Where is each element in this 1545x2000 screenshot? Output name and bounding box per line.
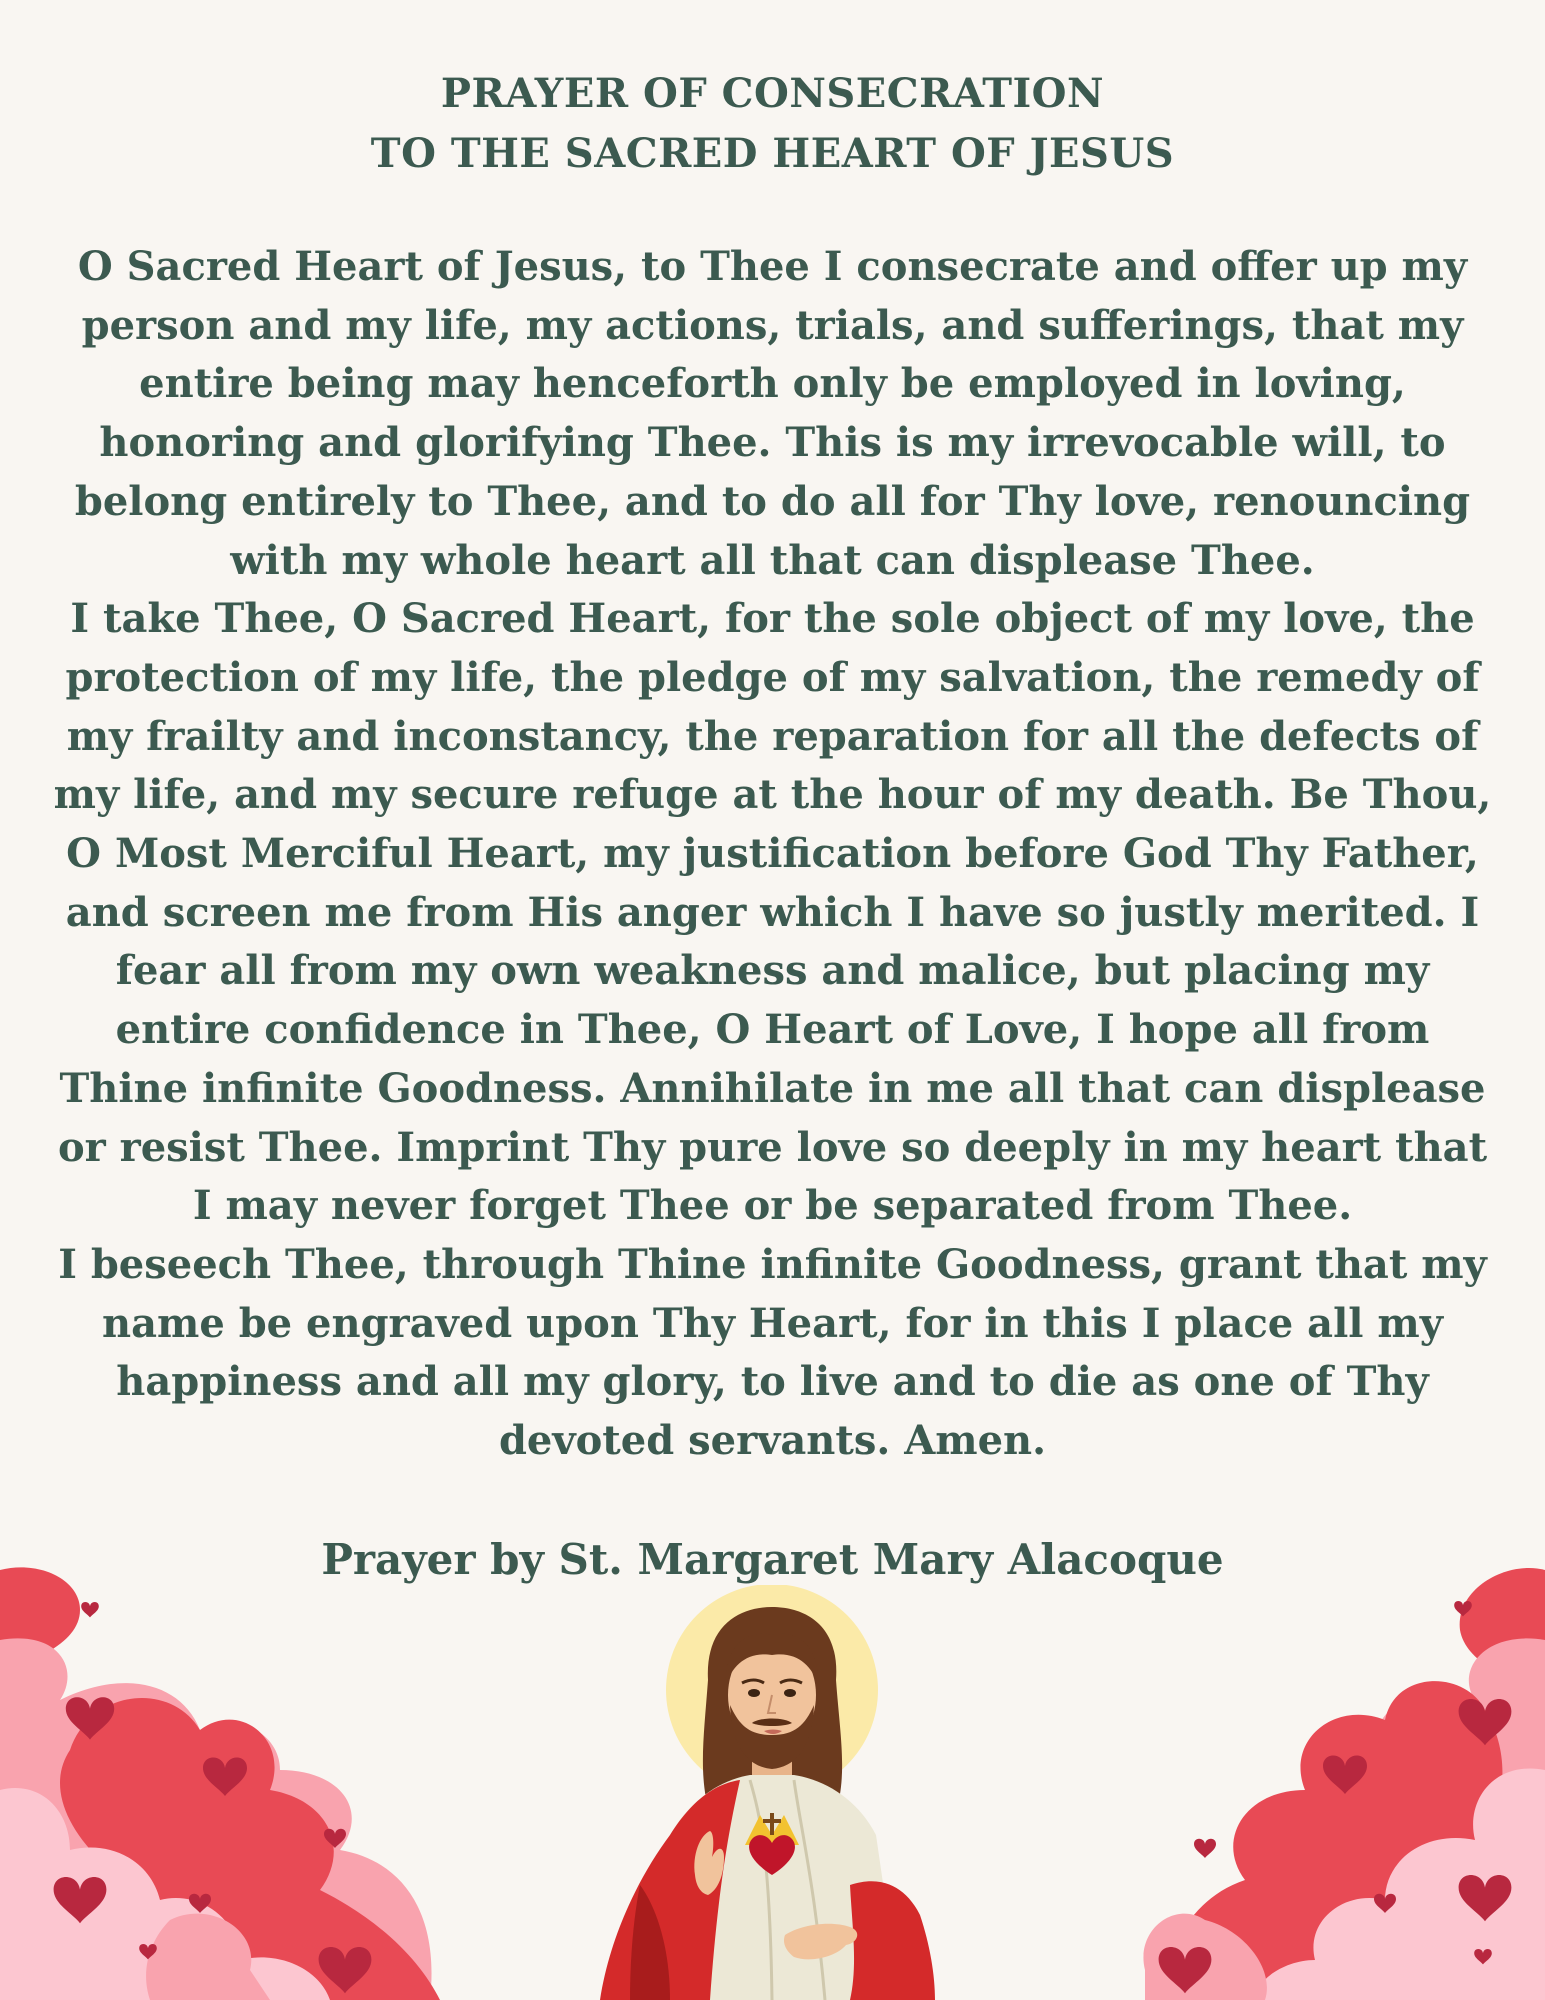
prayer-paragraph-1: O Sacred Heart of Jesus, to Thee I consecrate and offer up my person and my life, my actions, trials, and sufferings, that my entire being may henceforth only be employed in loving, honoring and glorifying Thee. This is my irrevocable will, to belong entirely to Thee, and to do all for Thy love, renouncing with my whole heart all that can displease Thee.: [74, 243, 1471, 584]
prayer-body: [50, 238, 1495, 1471]
hearts-corner-left: [0, 1560, 450, 2000]
prayer-paragraph-3: I beseech Thee, through Thine infinite Goodness, grant that my name be engraved upon Thy Heart, for in this I place all my happiness and all my glory, to live and to die as one of Thy devoted servants. Amen.: [58, 1240, 1487, 1465]
prayer-paragraph-2: I take Thee, O Sacred Heart, for the sole object of my love, the protection of my life, the pledge of my salvation, the remedy of my frailty and inconstancy, the reparation for all the defects of my life, and my secure refuge at the hour of my death. Be Thou, O Most Merciful Heart, my justification before God Thy Father, and screen me from His anger which I have so justly merited. I fear all from my own weakness and malice, but placing my entire confidence in Thee, O Heart of Love, I hope all from Thine infinite Goodness. Annihilate in me all that can displease or resist Thee. Imprint Thy pure love so deeply in my heart that I may never forget Thee or be separated from Thee.: [53, 595, 1492, 1230]
page-title: [0, 64, 1545, 184]
sacred-heart-of-jesus-illustration: [600, 1585, 945, 2000]
hearts-corner-right: [1085, 1560, 1545, 2000]
prayer-attribution: Prayer by St. Margaret Mary Alacoque: [321, 1535, 1224, 1584]
title-line-1: PRAYER OF CONSECRATION: [440, 70, 1105, 117]
title-line-2: TO THE SACRED HEART OF JESUS: [370, 130, 1175, 177]
